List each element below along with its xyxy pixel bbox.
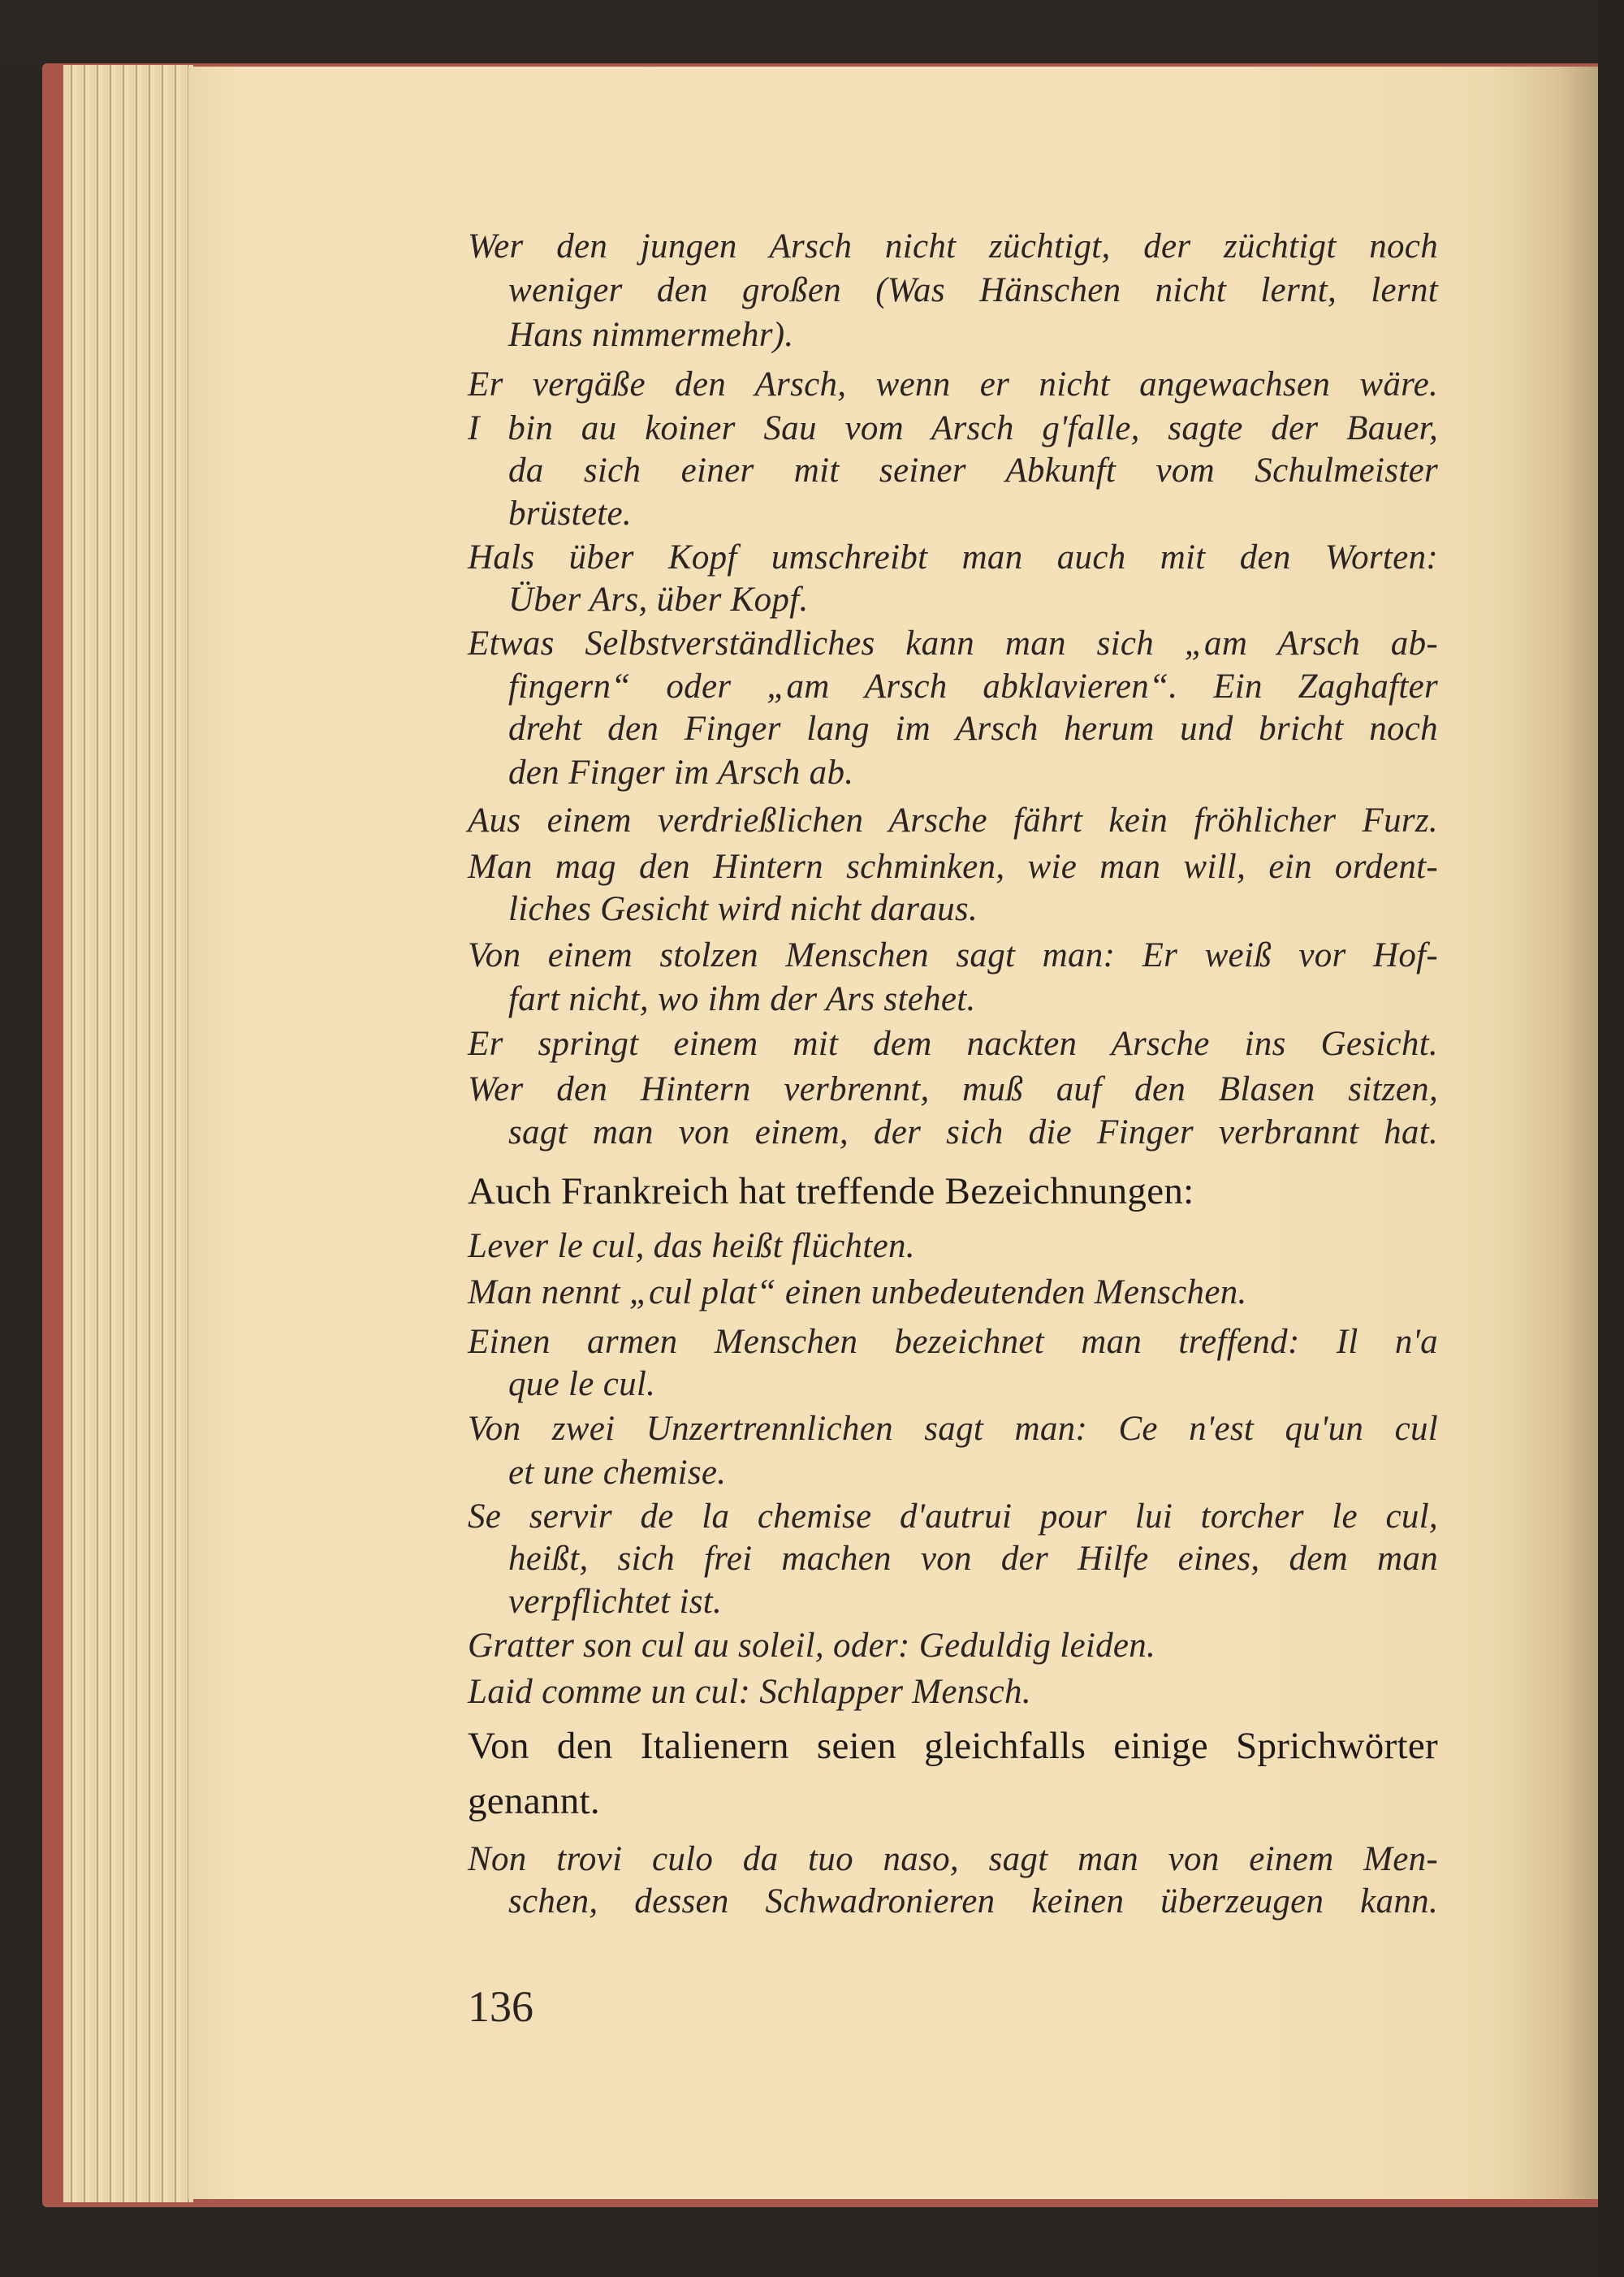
- proverb-line: da sich einer mit seiner Abkunft vom Schulmeister: [508, 452, 1438, 490]
- proverb-line: Se servir de la chemise d'autrui pour lui torcher le cul,: [468, 1497, 1438, 1536]
- heading-line: genannt.: [468, 1780, 600, 1822]
- proverb-line: Aus einem verdrießlichen Arsche fährt kein fröhlicher Furz.: [468, 801, 1438, 840]
- proverb-line: Etwas Selbstverständliches kann man sich „am Arsch ab-: [468, 624, 1438, 663]
- heading-line: Auch Frankreich hat treffende Bezeichnungen:: [468, 1170, 1194, 1212]
- proverb-line: dreht den Finger lang im Arsch herum und bricht noch: [508, 710, 1438, 748]
- proverb-line: Gratter son cul au soleil, oder: Geduldig leiden.: [468, 1627, 1156, 1665]
- proverb-line: Wer den jungen Arsch nicht züchtigt, der züchtigt noch: [468, 227, 1438, 266]
- proverb-line: et une chemise.: [508, 1454, 727, 1492]
- proverb-line: I bin au koiner Sau vom Arsch g'falle, sagte der Bauer,: [468, 409, 1438, 447]
- proverb-line: sagt man von einem, der sich die Finger verbrannt hat.: [508, 1113, 1438, 1151]
- proverb-line: Hans nimmermehr).: [508, 316, 794, 354]
- scan-background-top: [0, 0, 1624, 63]
- proverb-line: Er springt einem mit dem nackten Arsche ins Gesicht.: [468, 1025, 1438, 1063]
- scan-background-right: [1598, 0, 1624, 2277]
- proverb-line: que le cul.: [508, 1365, 656, 1403]
- proverb-line: Einen armen Menschen bezeichnet man treffend: Il n'a: [468, 1323, 1438, 1361]
- proverb-line: fart nicht, wo ihm der Ars stehet.: [508, 980, 976, 1018]
- proverb-line: Von zwei Unzertrennlichen sagt man: Ce n'est qu'un cul: [468, 1410, 1438, 1448]
- proverb-line: Non trovi culo da tuo naso, sagt man von einem Men-: [468, 1840, 1438, 1878]
- proverb-line: Lever le cul, das heißt flüchten.: [468, 1227, 915, 1265]
- proverb-line: Man mag den Hintern schminken, wie man will, ein ordent-: [468, 848, 1438, 886]
- heading-line: Von den Italienern seien gleichfalls einige Sprichwörter: [468, 1725, 1438, 1767]
- proverb-line: Hals über Kopf umschreibt man auch mit den Worten:: [468, 538, 1438, 577]
- proverb-line: verpflichtet ist.: [508, 1583, 723, 1621]
- page-number: 136: [468, 1982, 533, 2031]
- proverb-line: den Finger im Arsch ab.: [508, 754, 854, 792]
- proverb-line: Er vergäße den Arsch, wenn er nicht angewachsen wäre.: [468, 365, 1438, 404]
- proverb-line: Wer den Hintern verbrennt, muß auf den Blasen sitzen,: [468, 1070, 1438, 1108]
- proverb-line: brüstete.: [508, 495, 632, 533]
- proverb-line: heißt, sich frei machen von der Hilfe eines, dem man: [508, 1540, 1438, 1578]
- proverb-line: weniger den großen (Was Hänschen nicht lernt, lernt: [508, 271, 1438, 309]
- proverb-line: fingern“ oder „am Arsch abklavieren“. Ein Zaghafter: [508, 668, 1438, 706]
- proverb-line: Von einem stolzen Menschen sagt man: Er weiß vor Hof-: [468, 936, 1438, 974]
- proverb-line: Über Ars, über Kopf.: [508, 581, 809, 619]
- page-edges-stack: [63, 65, 193, 2202]
- proverb-line: schen, dessen Schwadronieren keinen überzeugen kann.: [508, 1882, 1438, 1921]
- proverb-line: liches Gesicht wird nicht daraus.: [508, 890, 978, 928]
- proverb-line: Laid comme un cul: Schlapper Mensch.: [468, 1673, 1031, 1711]
- proverb-line: Man nennt „cul plat“ einen unbedeutenden Menschen.: [468, 1273, 1247, 1311]
